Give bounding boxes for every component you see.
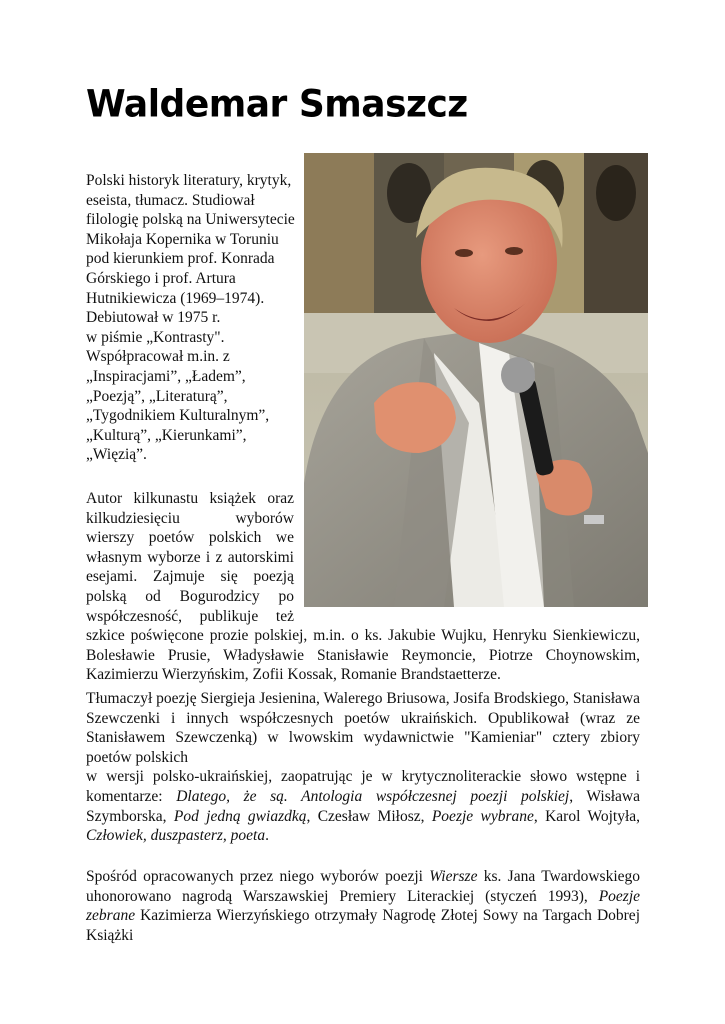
text-span: , Karol Wojtyła, — [533, 807, 641, 825]
page-title: Waldemar Smaszcz — [86, 82, 468, 127]
intro-line: Debiutował w 1975 r. — [86, 309, 221, 327]
book-title: Wiersze — [429, 868, 478, 885]
intro-paragraph — [86, 171, 296, 465]
text-span: Tłumaczył poezję Siergieja Jesienina, Walerego Briusowa, Josifa Brodskiego, Stanisława Szewczenki i innych współczesnych poetów ukraińskich. Opublikował (wraz ze Stanisławem Szewczenką) w lwowskim wydawnictwie "Kamieniar" cztery zbiory poetów polskich — [86, 690, 640, 766]
book-title: Poezje zebrane — [86, 887, 641, 925]
intro-line: w piśmie „Kontrasty". — [86, 328, 225, 346]
intro-line: „Inspiracjami”, „Ładem”, — [86, 367, 246, 385]
text-span: w wersji polsko-ukraińskiej, zaopatrując je w krytycznoliterackie słowo wstępne i komentarze: — [86, 768, 640, 805]
paragraph-awards — [86, 867, 640, 945]
text-span: , Wisława Szymborska, — [86, 787, 641, 825]
intro-line: Polski historyk literatury, krytyk, — [86, 172, 292, 189]
intro-line: eseista, tłumacz. Studiował — [86, 191, 255, 209]
intro-line: Górskiego i prof. Artura — [86, 269, 236, 287]
paragraph-translations — [86, 689, 640, 846]
intro-line: Współpracował m.in. z — [86, 348, 230, 366]
text-span: ks. Jana Twardowskiego uhonorowano nagrodą Warszawskiej Premiery Literackiej (styczeń 1993), — [86, 868, 640, 905]
intro-line: filologię polską na Uniwersytecie — [86, 211, 295, 229]
text-span: , Czesław Miłosz, — [306, 807, 425, 825]
text-span: Kazimierza Wierzyńskiego otrzymały Nagrodę Złotej Sowy na Targach Dobrej Książki — [86, 907, 640, 944]
book-title: Pod jedną gwiazdką — [173, 807, 307, 825]
intro-line: Hutnikiewicza (1969–1974). — [86, 289, 265, 307]
book-title: Dlatego, że są. Antologia współczesnej poezji polskiej — [176, 787, 570, 805]
intro-line: pod kierunkiem prof. Konrada — [86, 250, 275, 268]
intro-line: „Poezją”, „Literaturą”, — [86, 387, 228, 405]
paragraph-books — [86, 489, 640, 685]
book-title: Poezje wybrane — [431, 807, 534, 825]
text-span: Spośród opracowanych przez niego wyborów poezji — [86, 868, 423, 885]
intro-line: Mikołaja Kopernika w Toruniu — [86, 230, 279, 248]
intro-line: „Tygodnikiem Kulturalnym”, — [86, 407, 270, 425]
intro-line: „Kulturą”, „Kierunkami”, — [86, 426, 247, 444]
text-span: . — [265, 827, 269, 845]
paragraph-books-text: Autor kilkunastu książek oraz kilkudziesięciu wyborów wierszy poetów polskich we własnym wyborze i z autorskimi esejami. Zajmuje się poezją polską od Bogurodzicy po współczesność, publikuje też szkice poświęcone prozie polskiej, m.in. o ks. Jakubie Wujku, Henryku Sienkiewiczu, Bolesławie Prusie, Władysławie Stanisławie Reymoncie, Piotrze Choynowskim, Kazimierzu Wierzyńskim, Zofii Kossak, Romanie Brandstaetterze. — [86, 490, 640, 684]
book-title: Człowiek, duszpasterz, poeta — [86, 827, 266, 845]
intro-line: „Więzią”. — [86, 446, 147, 464]
